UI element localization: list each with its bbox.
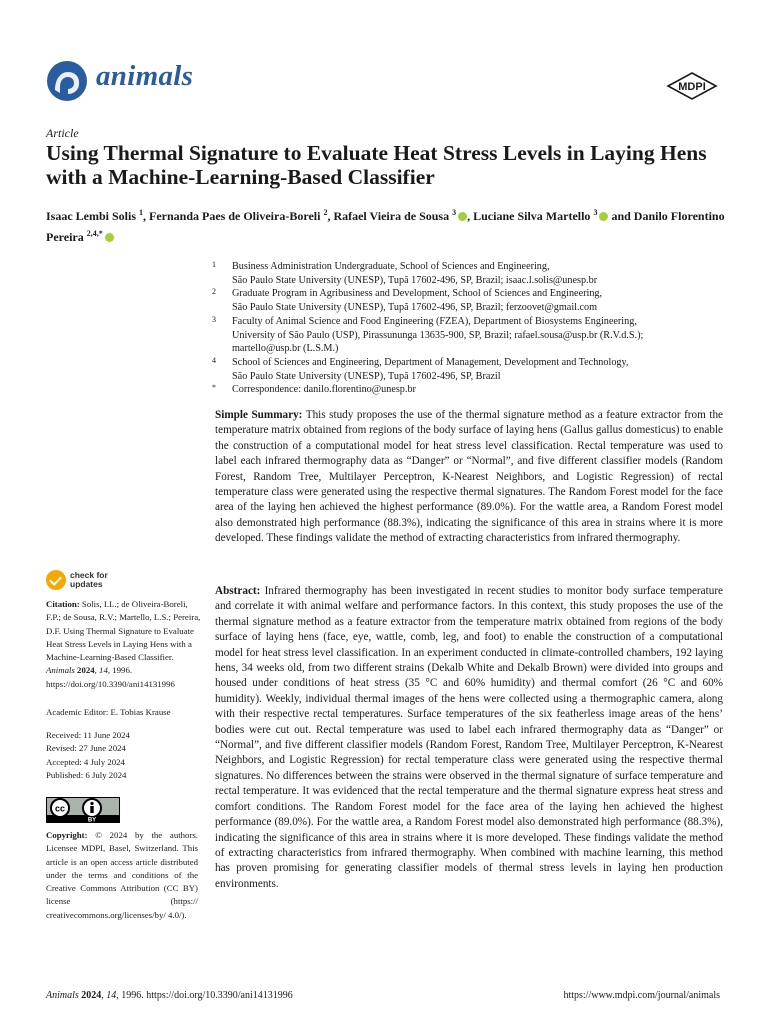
copyright-notice bbox=[46, 829, 198, 922]
citation-pages: , 1996. bbox=[107, 665, 133, 676]
check-updates-label: check for updates bbox=[70, 570, 108, 589]
date-received: Received: 11 June 2024 bbox=[46, 730, 130, 740]
svg-text:cc: cc bbox=[54, 803, 66, 814]
author-list: Isaac Lembi Solis $^1$, Fernanda Paes de Oliveira-Boreli $^2$, Rafael Vieira de Sousa $^3$ , Luciane Silva Martello $^3$ and Danilo Florentino Pereira $^{2,4,*}$ bbox=[46, 208, 725, 244]
affiliation-number: * bbox=[212, 383, 216, 393]
citation-year: 2024 bbox=[77, 665, 95, 676]
simple-summary bbox=[215, 408, 723, 547]
affiliation-line: São Paulo State University (UNESP), Tupã 17602-496, SP, Brazil bbox=[232, 370, 501, 382]
date-published: Published: 6 July 2024 bbox=[46, 769, 127, 780]
author-affiliation-marker: 1 bbox=[139, 208, 144, 217]
affiliation-line: Correspondence: danilo.florentino@unesp.br bbox=[232, 384, 416, 396]
author-name[interactable]: Fernanda Paes de Oliveira-Boreli bbox=[149, 209, 324, 223]
affiliation-line: Faculty of Animal Science and Food Engineering (FZEA), Department of Biosystems Engineering, bbox=[232, 315, 637, 327]
affiliation-number: 3 bbox=[212, 314, 216, 324]
check-for-updates-button[interactable] bbox=[46, 570, 126, 592]
citation-text: Solis, I.L.; de Oliveira-Boreli, F.P.; de Sousa, R.V.; Martello, L.S.; Pereira, D.F. Using Thermal Signature to Evaluate Heat Stress Levels in Laying Hens with a Machine-Learning-Based Classifier. bbox=[46, 599, 201, 663]
copyright-label: Copyright: bbox=[46, 830, 88, 840]
academic-editor: Academic Editor: E. Tobias Krause bbox=[46, 707, 171, 717]
affiliation-number: 1 bbox=[212, 260, 216, 269]
orcid-icon[interactable] bbox=[458, 212, 467, 221]
citation-journal: Animals bbox=[46, 665, 75, 676]
citation-volume: 14 bbox=[99, 665, 108, 676]
affiliation-line: Graduate Program in Agribusiness and Development, School of Sciences and Engineering, bbox=[232, 288, 603, 300]
author-affiliation-marker: 3 bbox=[452, 208, 457, 217]
author-name[interactable]: Isaac Lembi Solis bbox=[46, 209, 140, 223]
affiliation-item bbox=[212, 383, 732, 397]
affiliation-item bbox=[212, 260, 732, 287]
publication-dates bbox=[46, 729, 206, 782]
mdpi-logo[interactable] bbox=[666, 72, 718, 100]
author-name[interactable]: Rafael Vieira de Sousa bbox=[333, 209, 453, 223]
abstract-text: Infrared thermography has been investigated in recent studies to monitor body surface temperature and correlate it with animal welfare and performance factors. In this context, this study proposes the use of the thermal signature method as a feature extractor from the temperature matrix obtained from regions of the body surface of laying hens (face, eye, wattle, comb, leg, and foot) to enable the construction of a computational model for heat stress level classification. In an experiment conducted in climate-controlled chambers, 192 laying hens, 34 weeks old, from two different strains (Dekalb White and Dekalb Brown) were divided into groups and housed under conditions of heat stress (35 °C and 60% humidity) and thermal comfort (26 °C and 60% humidity). Weekly, individual thermal images of the hens were collected using a thermographic camera, along with their respective rectal temperatures. Surface temperatures of the six featherless image areas of the hens’ bodies were cut out. Rectal temperature was used to label each infrared thermography data as “Danger” or “Normal”, and five different classifier models (Random Forest, Random Tree, Multilayer Perceptron, K-Nearest Neighbors, and Logistic Regression) for rectal temperature class were generated using the respective thermal signatures. No differences between the strains were observed in the thermal signature of surface temperature and rectal temperature. It was evidenced that the rectal temperature and the thermal signature express heat stress and comfort conditions. The Random Forest model for the face area of the laying hen achieved the highest performance (89.0%). For the wattle area, a Random Forest model also demonstrated high performance (88.3%), indicating the significance of this area in strains where it is more developed. These findings validate the method of extracting characteristics from infrared thermography. When combined with machine learning, this method has proven promising for generating classifier models of thermal stress levels in laying hen production environments. bbox=[215, 585, 724, 890]
affiliation-number: 4 bbox=[212, 355, 216, 365]
affiliation-line: Business Administration Undergraduate, School of Sciences and Engineering, bbox=[232, 261, 550, 272]
paper-title: Using Thermal Signature to Evaluate Heat Stress Levels in Laying Hens with a Machine-Learning-Based Classifier bbox=[46, 141, 707, 189]
cc-by-license-badge[interactable] bbox=[46, 797, 120, 823]
date-revised: Revised: 27 June 2024 bbox=[46, 743, 126, 754]
author-affiliation-marker: 2 bbox=[323, 208, 328, 217]
abstract-label: Abstract: bbox=[215, 585, 261, 597]
journal-logo-icon bbox=[46, 60, 88, 102]
author-affiliation-marker: 3 bbox=[593, 208, 598, 217]
author-affiliation-marker: 2,4,* bbox=[86, 229, 103, 238]
author-name[interactable]: Luciane Silva Martello bbox=[473, 209, 594, 223]
mdpi-logo-text: MDPI bbox=[678, 81, 706, 93]
affiliation-line: School of Sciences and Engineering, Department of Management, Development and Technology, bbox=[232, 356, 629, 368]
orcid-icon[interactable] bbox=[105, 233, 114, 242]
simple-summary-label: Simple Summary: bbox=[215, 409, 303, 421]
journal-name[interactable]: animals bbox=[96, 60, 194, 92]
footer-citation: Animals 2024, 14, 1996. https://doi.org/10.3390/ani14131996 bbox=[46, 990, 293, 1001]
date-accepted: Accepted: 4 July 2024 bbox=[46, 756, 125, 767]
cc-by-label: BY bbox=[87, 817, 97, 823]
affiliation-line: São Paulo State University (UNESP), Tupã 17602-496, SP, Brazil; ferzoovet@gmail.com bbox=[232, 302, 598, 314]
citation-block: Citation: Solis, I.L.; de Oliveira-Boreli, F.P.; de Sousa, R.V.; Martello, L.S.; Pereira, D.F. Using Thermal Signature to Evaluate Heat Stress Levels in Laying Hens with a Machine-Learning-Based Classifier. Animals 2024, 14, 1996. https://doi.org/10.3390/ani14131996 bbox=[46, 599, 201, 689]
affiliations bbox=[212, 260, 732, 397]
affiliation-line: University of São Paulo (USP), Pirassununga 13635-900, SP, Brazil; rafael.sousa@usp.br (R.V.d.S.); bbox=[232, 329, 644, 341]
affiliation-item bbox=[212, 356, 732, 383]
checkmark-icon bbox=[46, 570, 66, 590]
citation-doi-link[interactable]: https://doi.org/10.3390/ani14131996 bbox=[46, 678, 175, 689]
footer-journal-url[interactable]: https://www.mdpi.com/journal/animals bbox=[563, 990, 720, 1001]
affiliation-line: martello@usp.br (L.S.M.) bbox=[232, 343, 339, 355]
affiliation-item bbox=[212, 287, 732, 314]
affiliation-line: São Paulo State University (UNESP), Tupã 17602-496, SP, Brazil; isaac.l.solis@unesp.br bbox=[232, 274, 598, 286]
copyright-text: © 2024 by the authors. Licensee MDPI, Basel, Switzerland. This article is an open access article distributed under the terms and conditions of the Creative Commons Attribution (CC BY) license (https:// creativecommons.org/licenses/by/ 4.0/). bbox=[46, 830, 199, 920]
footer-doi-link[interactable]: , 1996. https://doi.org/10.3390/ani14131996 bbox=[116, 990, 293, 1001]
abstract bbox=[215, 584, 723, 892]
citation-label: Citation: bbox=[46, 599, 80, 609]
simple-summary-text: This study proposes the use of the thermal signature method as a feature extractor from the temperature matrix obtained from regions of the body surface of laying hens (Gallus gallus domesticus) to enable the construction of a computational model for heat stress level classification. Rectal temperature was used to label each infrared thermography data as “Danger” or “Normal”, and five different classifier models (Random Forest, Random Tree, Multilayer Perceptron, K-Nearest Neighbors, and Logistic Regression) of rectal temperature class were generated using the respective thermal signatures. The Random Forest model for the face area of the laying hen achieved the highest performance (89.0%). For the wattle area, a Random Forest model also demonstrated high performance (88.3%), indicating the significance of this area in strains where it is more developed. These findings validate the method of extracting characteristics from infrared thermography. bbox=[215, 409, 723, 545]
article-type: Article bbox=[46, 126, 79, 140]
affiliation-number: 2 bbox=[212, 287, 216, 297]
author-name[interactable]: Danilo Florentino Pereira bbox=[46, 209, 725, 244]
affiliation-item bbox=[212, 315, 732, 356]
